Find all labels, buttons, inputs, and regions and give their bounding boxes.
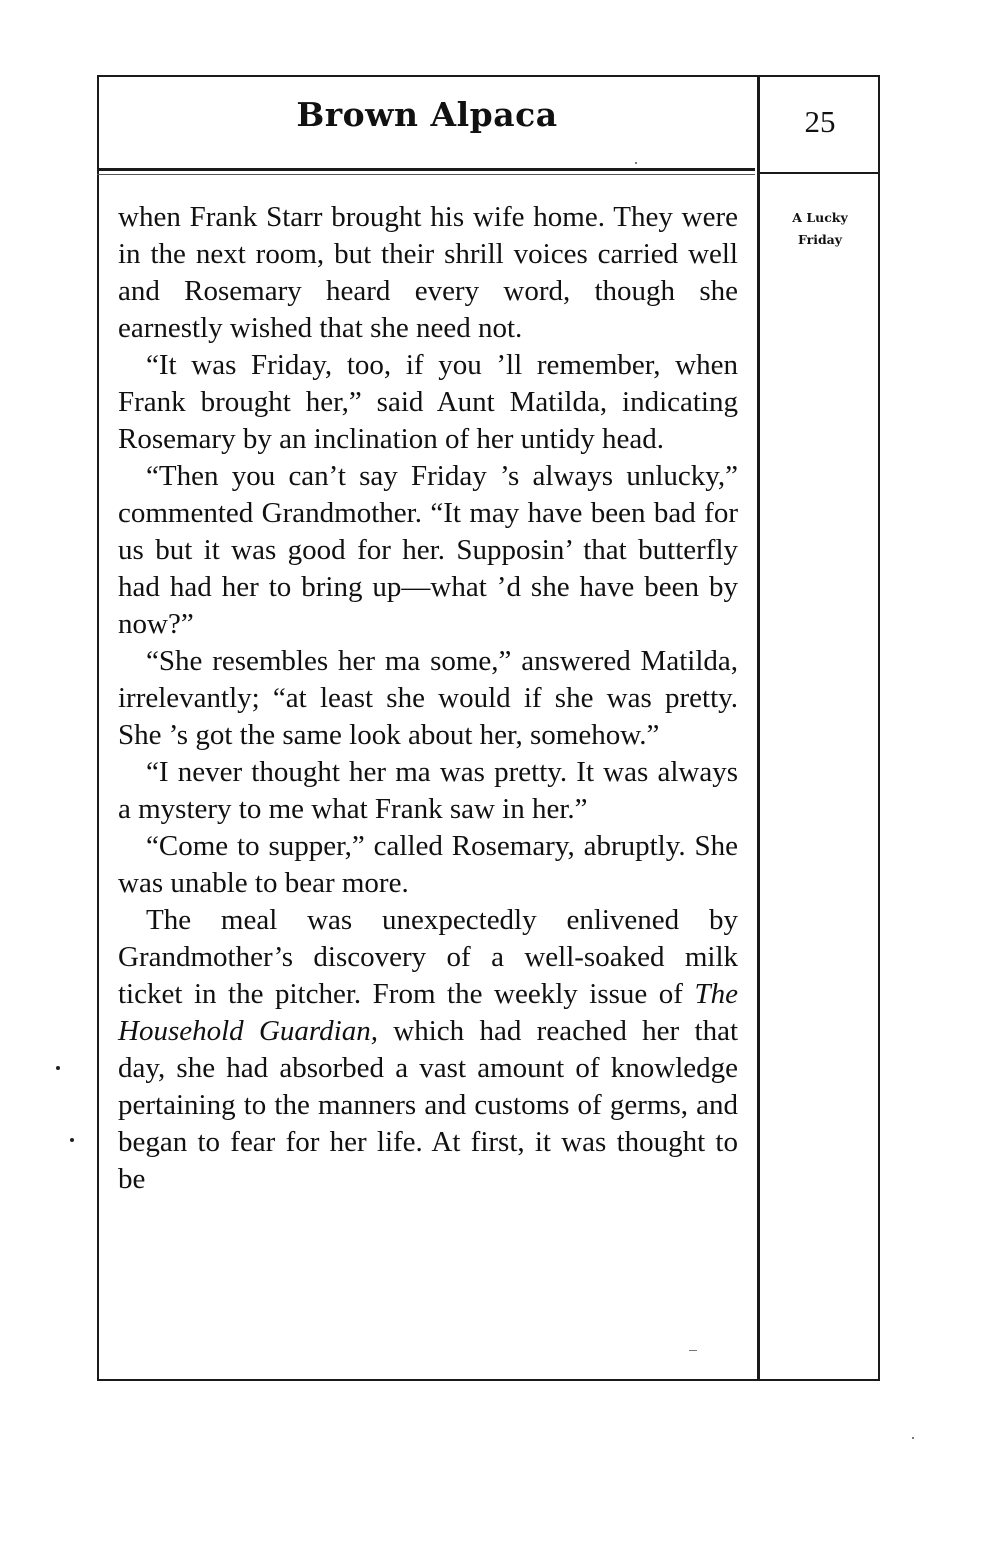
paragraph-4: “She resembles her ma some,” answered Matilda, irrelevantly; “at least she would if she was pretty. She ’s got the same look about her, somehow.” [118,645,738,751]
paragraph-7 [118,902,738,1198]
margin-header-rule [760,172,880,174]
margin-speck [56,1066,60,1070]
margin-column-rule [757,75,760,1381]
header-rule-thin [97,174,755,175]
paragraph-3: “Then you can’t say Friday ’s always unlucky,” commented Grandmother. “It may have been bad for us but it was good for her. Supposin’ that butterfly had had her to bring up—what ’d she have been by now?” [118,460,738,640]
book-title-italic: The Household Guardian, [118,978,738,1047]
paragraph-2: “It was Friday, too, if you ’ll remember, when Frank brought her,” said Aunt Matilda, indicating Rosemary by an inclination of her untidy head. [118,349,738,455]
paragraph-5: “I never thought her ma was pretty. It was always a mystery to me what Frank saw in her.” [118,756,738,825]
paragraph-7-start: The meal was unexpectedly enlivened by Grandmother’s discovery of a well-soaked milk ticket in the pitcher. From the weekly issue of [118,904,738,1010]
margin-speck [70,1138,74,1142]
marginal-note-line-1: A Lucky [792,210,848,225]
paragraph-7-end: which had reached her that day, she had absorbed a vast amount of knowledge pertaining to the manners and customs of germs, and began to fear for her life. At first, it was thought to be [118,1015,738,1195]
page-number: 25 [804,104,836,139]
body-text [118,199,738,1198]
scan-speck [689,1350,697,1351]
marginal-note [765,207,875,251]
paragraph-6: “Come to supper,” called Rosemary, abruptly. She was unable to bear more. [118,830,738,899]
marginal-note-line-2: Friday [797,232,843,247]
header-rule [97,168,755,171]
running-title: Brown Alpaca [296,95,558,134]
paragraph-1: when Frank Starr brought his wife home. They were in the next room, but their shrill voices carried well and Rosemary heard every word, though she earnestly wished that she need not. [118,201,738,344]
scan-speck [635,162,637,164]
scan-speck [912,1437,914,1439]
